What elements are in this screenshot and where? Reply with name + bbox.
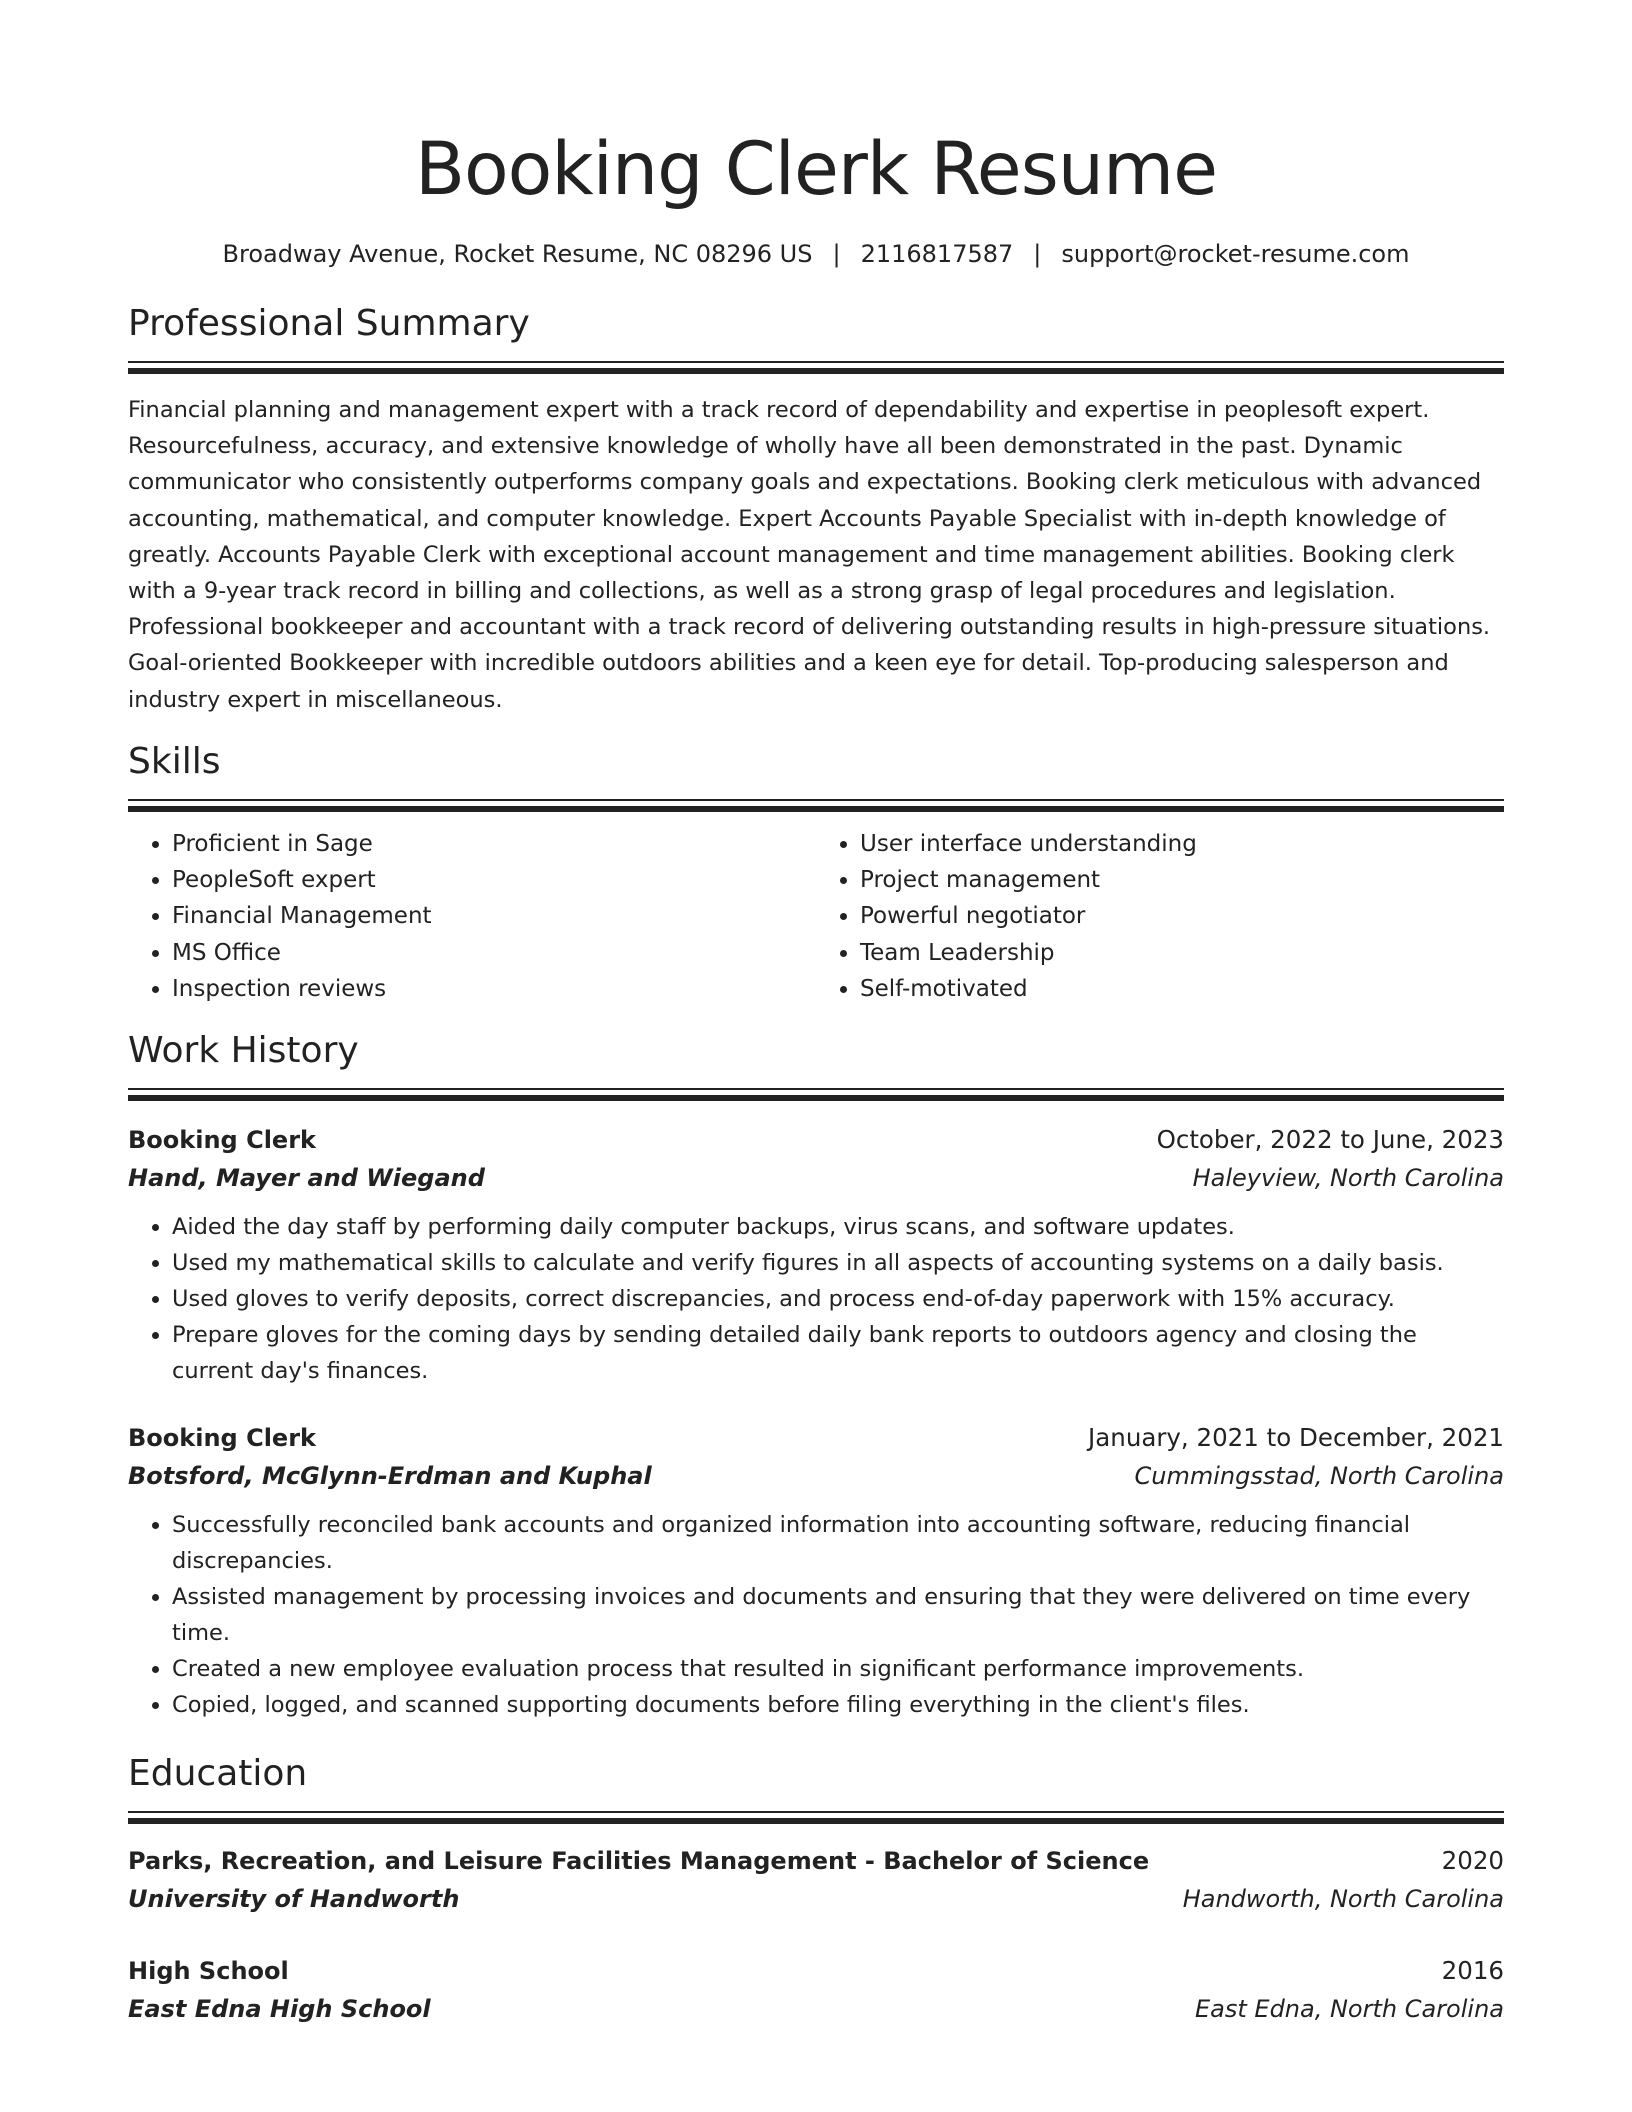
skills-list-right: [816, 826, 1504, 1007]
contact-phone: 2116817587: [860, 240, 1014, 268]
job-dates: January, 2021 to December, 2021: [1088, 1423, 1504, 1453]
job-bullets: [128, 1209, 1504, 1389]
job-bullet: • Assisted management by processing invoices and documents and ensuring that they were delivered on time every time.: [172, 1579, 1504, 1651]
section-divider: [128, 1811, 1504, 1826]
skills-grid: [128, 826, 1504, 1007]
education-year: 2016: [1441, 1956, 1504, 1986]
job-bullet: • Successfully reconciled bank accounts and organized information into accounting software, reducing financial discrepancies.: [172, 1507, 1504, 1579]
contact-separator: |: [832, 240, 841, 268]
resume-page: [128, 0, 1504, 2028]
education-school: University of Handworth: [128, 1885, 460, 1914]
job-entry: [128, 1121, 1504, 1389]
work-section: [128, 1028, 1504, 1723]
job-entry: [128, 1419, 1504, 1723]
job-company: Botsford, McGlynn-Erdman and Kuphal: [128, 1462, 652, 1491]
job-bullet: • Used gloves to verify deposits, correct discrepancies, and process end-of-day paperwork with 15% accuracy.: [172, 1281, 1504, 1317]
contact-separator: |: [1033, 240, 1042, 268]
education-heading: Education: [128, 1753, 308, 1795]
job-title: Booking Clerk: [128, 1424, 316, 1453]
skills-heading: Skills: [128, 740, 221, 782]
section-divider: [128, 1088, 1504, 1103]
education-section: [128, 1751, 1504, 2028]
job-location: Cummingsstad, North Carolina: [1134, 1462, 1504, 1491]
skill-item: • Self-motivated: [860, 971, 1504, 1007]
summary-heading: Professional Summary: [128, 303, 530, 344]
section-divider: [128, 799, 1504, 814]
work-heading: Work History: [128, 1030, 359, 1072]
education-entry: [128, 1842, 1504, 1918]
education-location: East Edna, North Carolina: [1194, 1995, 1504, 2024]
contact-email: support@rocket-resume.com: [1061, 240, 1410, 268]
contact-address: Broadway Avenue, Rocket Resume, NC 08296 US: [222, 240, 813, 268]
education-degree: High School: [128, 1957, 289, 1986]
resume-title: Booking Clerk Resume: [414, 127, 1218, 212]
contact-line: [128, 238, 1504, 270]
section-divider: [128, 361, 1504, 376]
summary-section: [128, 301, 1504, 718]
summary-text: Financial planning and management expert with a track record of dependability and expertise in peoplesoft expert. Resourcefulness, accuracy, and extensive knowledge of wholly have all been demonstrated in the past. Dynamic communicator who consistently outperforms company goals and expectations. Booking clerk meticulous with advanced accounting, mathematical, and computer knowledge. Expert Accounts Payable Specialist with in-depth knowledge of greatly. Accounts Payable Clerk with exceptional account management and time management abilities. Booking clerk with a 9-year track record in billing and collections, as well as a strong grasp of legal procedures and legislation. Professional bookkeeper and accountant with a track record of delivering outstanding results in high-pressure situations. Goal-oriented Bookkeeper with incredible outdoors abilities and a keen eye for detail. Top-producing salesperson and industry expert in miscellaneous.: [128, 397, 1491, 713]
job-bullet: • Copied, logged, and scanned supporting documents before filing everything in the client's files.: [172, 1687, 1504, 1723]
skill-item: • Financial Management: [172, 898, 816, 934]
skill-item: • Inspection reviews: [172, 971, 816, 1007]
skills-list-left: [128, 826, 816, 1007]
education-year: 2020: [1441, 1846, 1504, 1876]
job-bullets: [128, 1507, 1504, 1723]
job-location: Haleyview, North Carolina: [1192, 1164, 1504, 1193]
skill-item: • User interface understanding: [860, 826, 1504, 862]
education-location: Handworth, North Carolina: [1182, 1885, 1504, 1914]
job-title: Booking Clerk: [128, 1126, 316, 1155]
job-bullet: • Created a new employee evaluation process that resulted in significant performance improvements.: [172, 1651, 1504, 1687]
skill-item: • Powerful negotiator: [860, 898, 1504, 934]
skill-item: • PeopleSoft expert: [172, 862, 816, 898]
job-bullet: • Used my mathematical skills to calculate and verify figures in all aspects of accounting systems on a daily basis.: [172, 1245, 1504, 1281]
job-bullet: • Aided the day staff by performing daily computer backups, virus scans, and software updates.: [172, 1209, 1504, 1245]
job-dates: October, 2022 to June, 2023: [1156, 1125, 1504, 1155]
job-company: Hand, Mayer and Wiegand: [128, 1164, 485, 1193]
job-bullet: • Prepare gloves for the coming days by sending detailed daily bank reports to outdoors agency and closing the current day's finances.: [172, 1317, 1504, 1389]
skills-section: [128, 739, 1504, 1007]
education-school: East Edna High School: [128, 1995, 431, 2024]
skill-item: • MS Office: [172, 935, 816, 971]
education-degree: Parks, Recreation, and Leisure Facilities Management - Bachelor of Science: [128, 1847, 1150, 1876]
skill-item: • Proficient in Sage: [172, 826, 816, 862]
skill-item: • Team Leadership: [860, 935, 1504, 971]
education-entry: [128, 1952, 1504, 2028]
skill-item: • Project management: [860, 862, 1504, 898]
